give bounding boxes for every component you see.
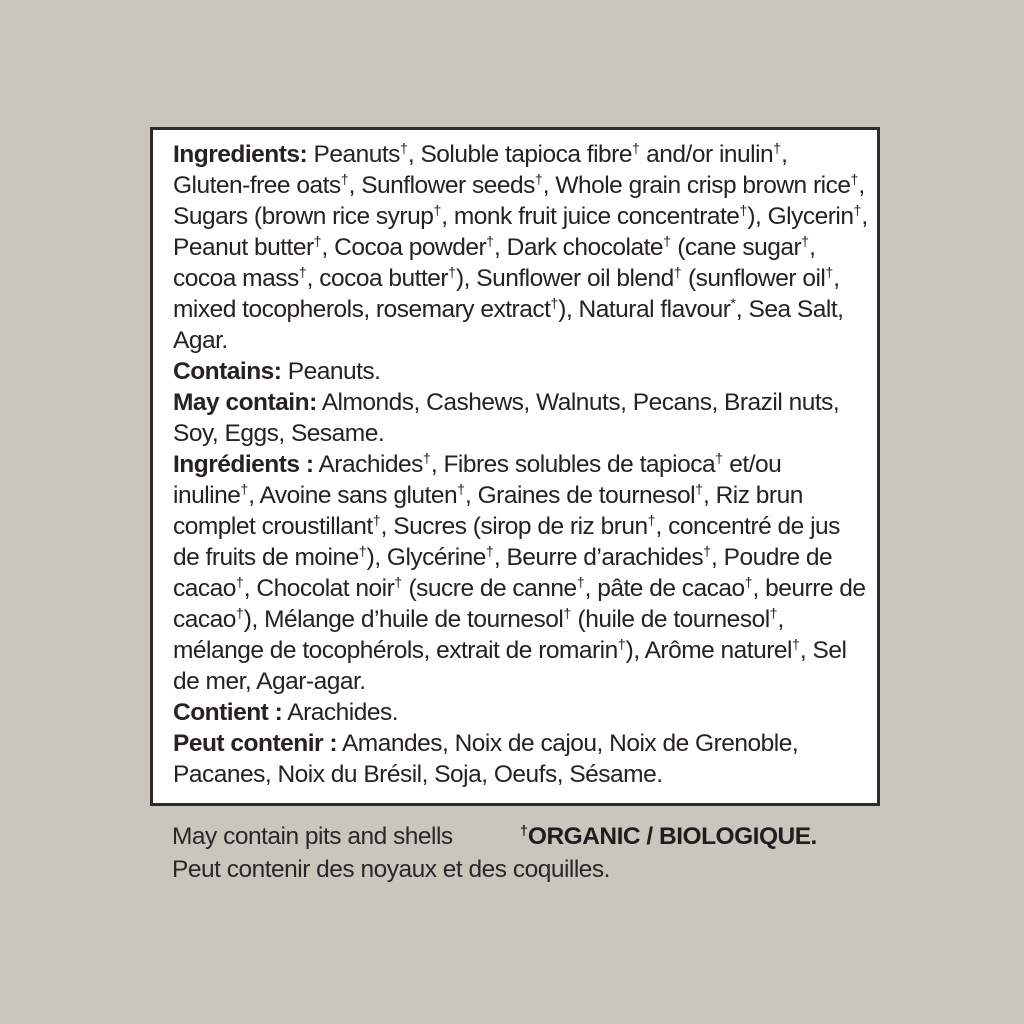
pits-shells-note-fr: Peut contenir des noyaux et des coquilles. [172, 856, 610, 883]
contains-label-en: Contains: [173, 358, 282, 385]
may-contain-text-fr: Amandes, Noix de cajou, Noix de Grenoble, Pacanes, Noix du Brésil, Soja, Oeufs, Sésame. [173, 730, 799, 788]
ingredients-label-en: Ingredients: [173, 141, 308, 168]
ingredients-text-fr: Arachides†, Fibres solubles de tapioca† et/ou inuline†, Avoine sans gluten†, Graines de tournesol†, Riz brun complet croustillant†, Sucres (sirop de riz brun†, concentré de jus de fruits de moine†), Glycérine†, Beurre d’arachides†, Poudre de cacao†, Chocolat noir† (sucre de canne†, pâte de cacao†, beurre de cacao†), Mélange d’huile de tournesol† (huile de tournesol†, mélange de tocophérols, extrait de romarin†), Arôme naturel†, Sel de mer, Agar-agar. [173, 450, 866, 695]
may-contain-label-en: May contain: [173, 389, 317, 416]
ingredients-text-en: Peanuts†, Soluble tapioca fibre† and/or inulin†, Gluten-free oats†, Sunflower seeds†, Whole grain crisp brown rice†, Sugars (brown rice syrup†, monk fruit juice concentrate†), Glycerin†, Peanut butter†, Cocoa powder†, Dark chocolate† (cane sugar†, cocoa mass†, cocoa butter†), Sunflower oil blend† (sunflower oil†, mixed tocopherols, rosemary extract†), Natural flavour*, Sea Salt, Agar. [173, 140, 868, 354]
contains-section-fr [173, 697, 869, 728]
footer-line-1 [172, 820, 882, 853]
may-contain-section-en [173, 387, 869, 449]
may-contain-text-en: Almonds, Cashews, Walnuts, Pecans, Brazil nuts, Soy, Eggs, Sesame. [173, 389, 840, 447]
contains-label-fr: Contient : [173, 699, 283, 726]
may-contain-label-fr: Peut contenir : [173, 730, 338, 757]
may-contain-section-fr [173, 728, 869, 790]
ingredients-section-fr [173, 449, 869, 697]
contains-text-fr: Arachides. [282, 699, 399, 726]
ingredients-section-en [173, 139, 869, 356]
footer-notes [172, 820, 882, 886]
contains-text-en: Peanuts. [281, 358, 381, 385]
organic-note: †ORGANIC / BIOLOGIQUE. [520, 822, 817, 850]
contains-section-en [173, 356, 869, 387]
ingredients-label-fr: Ingrédients : [173, 451, 314, 478]
ingredients-panel [150, 127, 880, 806]
pits-shells-note-en: May contain pits and shells [172, 823, 453, 850]
